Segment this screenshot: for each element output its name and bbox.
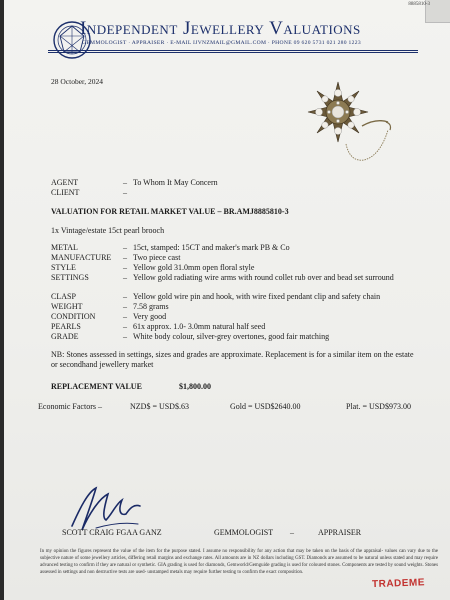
style-label: STYLE <box>51 263 76 272</box>
dash: – <box>123 243 127 252</box>
assessment-note: NB: Stones assessed in settings, sizes and grades are approximate. Replacement is for a similar item on the estate or secondhand jewellery market <box>51 350 414 369</box>
settings-label: SETTINGS <box>51 273 89 282</box>
manufacture-value: Two piece cast <box>133 253 181 262</box>
dash: – <box>123 178 127 187</box>
dash: – <box>123 188 127 197</box>
header-divider <box>48 50 418 51</box>
reference-label: 8885810-3 <box>408 2 430 7</box>
replacement-value: $1,800.00 <box>179 382 211 391</box>
watermark-stamp <box>372 571 439 595</box>
grade-label: GRADE <box>51 332 79 341</box>
dash: – <box>123 292 127 301</box>
pearls-label: PEARLS <box>51 322 81 331</box>
dash: – <box>123 263 127 272</box>
gold-rate: Gold = USD$2640.00 <box>230 402 301 411</box>
dash: – <box>123 302 127 311</box>
dash: – <box>123 322 127 331</box>
company-contact: GEMMOLOGIST · APPRAISER · E-MAIL IJVNZMAIL@GMAIL.COM · PHONE 09 620 5731 021 280 1223 <box>82 40 361 46</box>
header-divider-thin <box>48 52 418 53</box>
nzd-rate: NZD$ = USD$.63 <box>130 402 189 411</box>
valuation-title: VALUATION FOR RETAIL MARKET VALUE – BR.AMJ8885810-3 <box>51 207 289 216</box>
condition-label: CONDITION <box>51 312 96 321</box>
signatory-role-appraiser: APPRAISER <box>318 528 362 537</box>
settings-value: Yellow gold radiating wire arms with round collet rub over and bead set surround <box>133 273 394 282</box>
document-date: 28 October, 2024 <box>51 77 103 86</box>
signatory-dash: – <box>290 528 294 537</box>
condition-value: Very good <box>133 312 167 321</box>
grade-value: White body colour, silver-grey overtones, good fair matching <box>133 332 330 341</box>
client-label: CLIENT <box>51 188 80 197</box>
replacement-label: REPLACEMENT VALUE <box>51 382 142 391</box>
weight-label: WEIGHT <box>51 302 83 311</box>
dash: – <box>123 273 127 282</box>
dash: – <box>123 312 127 321</box>
company-name: Independent Jewellery Valuations <box>80 18 361 39</box>
economic-label: Economic Factors – <box>38 402 102 411</box>
valuation-document <box>4 0 450 600</box>
style-value: Yellow gold 31.0mm open floral style <box>133 263 255 272</box>
metal-label: METAL <box>51 243 78 252</box>
weight-value: 7.58 grams <box>133 302 169 311</box>
disclaimer-fine-print: In my opinion the figures represent the value of the item for the purpose stated. I assume no responsibility for any action that may be taken on the basis of the appraisal- values can vary due to the subjective nature of some jewellery articles, differing retail margins and exchange rates. All amounts are in NZ dollars including GST. Diamonds are assumed to be natural unless stated and may require advanced testing to confirm if they are natural or synthetic. GIA grading is used for diamonds, Gemworld/Gemguide grading is used for coloured stones. Components are tested by sound weights. Stones assessed in settings and non destructive tests are used- unstamped metals may require further testing to confirm the exact composition. <box>40 549 438 575</box>
dash: – <box>123 332 127 341</box>
clasp-label: CLASP <box>51 292 76 301</box>
dash: – <box>123 253 127 262</box>
signatory-name: SCOTT CRAIG FGAA GANZ <box>62 528 162 537</box>
clasp-value: Yellow gold wire pin and hook, with wire fixed pendant clip and safety chain <box>133 292 381 301</box>
pearls-value: 61x approx. 1.0- 3.0mm natural half seed <box>133 322 266 331</box>
watermark-text: TRADEME <box>371 577 426 591</box>
manufacture-label: MANUFACTURE <box>51 253 112 262</box>
brooch-photo <box>304 78 394 168</box>
metal-value: 15ct, stamped: 15CT and maker's mark PB & Co <box>133 243 290 252</box>
item-description: 1x Vintage/estate 15ct pearl brooch <box>51 226 165 235</box>
signatory-role-gemmologist: GEMMOLOGIST <box>214 528 274 537</box>
plat-rate: Plat. = USD$973.00 <box>346 402 411 411</box>
agent-value: To Whom It May Concern <box>133 178 218 187</box>
agent-label: AGENT <box>51 178 79 187</box>
